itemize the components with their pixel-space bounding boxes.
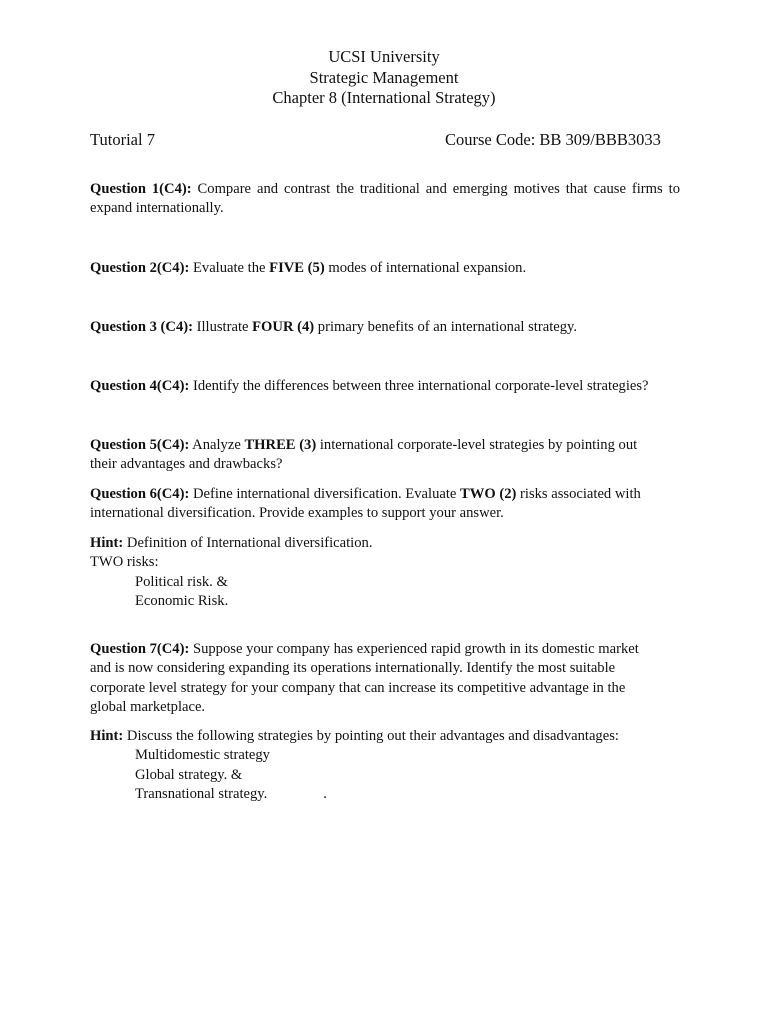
question-3 xyxy=(90,318,680,337)
question-text: risks associated with xyxy=(516,486,641,502)
document-header xyxy=(0,47,768,109)
hint-label: Hint: xyxy=(90,728,124,744)
question-4 xyxy=(90,377,680,396)
course-code: Course Code: BB 309/BBB3033 xyxy=(445,130,661,149)
question-text: Illustrate xyxy=(192,319,253,335)
question-label: Question 5(C4): xyxy=(90,437,190,453)
question-6 xyxy=(90,485,680,524)
hint-item: Global strategy. & xyxy=(135,766,243,783)
question-7 xyxy=(90,640,680,717)
hint-7 xyxy=(90,727,680,804)
question-label: Question 3 (C4): xyxy=(90,319,193,335)
question-text: their advantages and drawbacks? xyxy=(90,456,283,473)
trailing-dot: . xyxy=(323,785,327,802)
question-text: Evaluate the xyxy=(189,260,270,276)
question-label: Question 6(C4): xyxy=(90,486,190,502)
question-label: Question 4(C4): xyxy=(90,378,190,394)
question-text: Define international diversification. Evaluate xyxy=(189,486,461,502)
chapter-title: Chapter 8 (International Strategy) xyxy=(272,88,496,107)
risks-heading: TWO risks: xyxy=(90,554,159,571)
hint-item: Political risk. & xyxy=(135,573,228,590)
question-2 xyxy=(90,259,680,278)
subject-title: Strategic Management xyxy=(309,67,459,87)
question-text: Identify the differences between three international corporate-level strategies? xyxy=(189,378,649,394)
question-text: corporate level strategy for your company that can increase its competitive advantage in the xyxy=(90,679,626,696)
question-label: Question 2(C4): xyxy=(90,260,190,276)
question-text: Compare and contrast the traditional and emerging motives that cause firms to expand internationally. xyxy=(90,181,680,217)
hint-item xyxy=(90,785,680,804)
hint-item: Multidomestic strategy xyxy=(135,747,270,764)
hint-6 xyxy=(90,534,680,611)
question-label: Question 1(C4): xyxy=(90,181,192,197)
tutorial-number: Tutorial 7 xyxy=(90,130,155,149)
question-text: and is now considering expanding its operations internationally. Identify the most suitable xyxy=(90,660,616,677)
emphasis: FIVE (5) xyxy=(269,260,325,276)
hint-item-text: Transnational strategy. xyxy=(135,785,268,802)
question-text: primary benefits of an international strategy. xyxy=(314,319,578,335)
question-text: Suppose your company has experienced rapid growth in its domestic market xyxy=(189,641,639,657)
question-label: Question 7(C4): xyxy=(90,641,190,657)
question-text: global marketplace. xyxy=(90,698,206,715)
hint-label: Hint: xyxy=(90,535,124,551)
question-text: international diversification. Provide examples to support your answer. xyxy=(90,505,504,522)
emphasis: THREE (3) xyxy=(244,437,317,453)
hint-text: Definition of International diversification. xyxy=(123,535,373,551)
question-text: Analyze xyxy=(189,437,245,453)
emphasis: FOUR (4) xyxy=(252,319,315,335)
question-5 xyxy=(90,436,680,475)
emphasis: TWO (2) xyxy=(460,486,517,502)
question-1 xyxy=(90,180,680,219)
hint-item: Economic Risk. xyxy=(135,592,229,609)
question-text: modes of international expansion. xyxy=(324,260,527,276)
hint-text: Discuss the following strategies by pointing out their advantages and disadvantages: xyxy=(123,728,619,744)
question-text: international corporate-level strategies by pointing out xyxy=(316,437,638,453)
university-name: UCSI University xyxy=(328,47,440,66)
